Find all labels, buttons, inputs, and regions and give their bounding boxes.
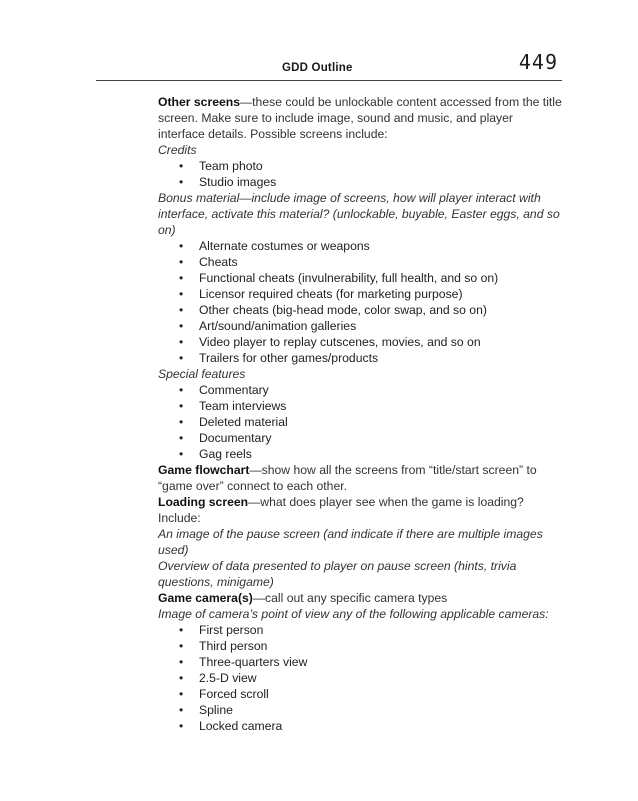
- term-other-screens: Other screens: [158, 95, 240, 109]
- desc-loading-screen: —what does player see when the game is loading? Include:: [158, 495, 524, 525]
- list-item: • Trailers for other games/products: [179, 350, 562, 366]
- sublabel-pause-image: An image of the pause screen (and indicate if there are multiple images used): [158, 527, 543, 557]
- term-loading-screen: Loading screen: [158, 495, 249, 509]
- list-bonus-material: [158, 238, 562, 366]
- header-title: GDD Outline: [282, 62, 353, 74]
- desc-other-screens: —these could be unlockable content accessed from the title screen. Make sure to include image, sound and music, and player interface details. Possible screens include:: [158, 95, 562, 141]
- desc-game-cameras: —call out any specific camera types: [252, 591, 448, 605]
- list-item: • Team photo: [179, 158, 562, 174]
- sublabel-pause-data: Overview of data presented to player on pause screen (hints, trivia questions, minigame): [158, 559, 517, 589]
- page-number: 449: [518, 50, 558, 74]
- list-item: • Alternate costumes or weapons: [179, 238, 562, 254]
- list-item: • Video player to replay cutscenes, movies, and so on: [179, 334, 562, 350]
- body-text: [158, 94, 562, 734]
- running-header: [158, 50, 558, 78]
- desc-game-flowchart: —show how all the screens from “title/start screen” to “game over” connect to each other.: [158, 463, 537, 493]
- section-loading-screen: [158, 494, 562, 590]
- list-camera-types: [158, 622, 562, 734]
- list-item: • Other cheats (big-head mode, color swap, and so on): [179, 302, 562, 318]
- list-item: • 2.5-D view: [179, 670, 562, 686]
- list-item: • Studio images: [179, 174, 562, 190]
- paragraph-game-flowchart: [158, 462, 562, 494]
- section-game-cameras: [158, 590, 562, 734]
- sublabel-credits: Credits: [158, 143, 197, 157]
- list-item: • Third person: [179, 638, 562, 654]
- sublabel-camera-pov: Image of camera’s point of view any of the following applicable cameras:: [158, 607, 549, 621]
- list-credits: [158, 158, 562, 190]
- list-item: • Documentary: [179, 430, 562, 446]
- list-item: • Deleted material: [179, 414, 562, 430]
- list-item: • Three-quarters view: [179, 654, 562, 670]
- list-item: • Locked camera: [179, 718, 562, 734]
- sublabel-special-features: Special features: [158, 367, 246, 381]
- term-game-flowchart: Game flowchart: [158, 463, 250, 477]
- section-game-flowchart: [158, 462, 562, 494]
- sublabel-bonus-material: Bonus material—include image of screens, how will player interact with interface, activate this material? (unlockable, buyable, Easter eggs, and so on): [158, 191, 560, 237]
- paragraph-game-cameras: [158, 590, 562, 606]
- section-other-screens: [158, 94, 562, 462]
- list-item: • Licensor required cheats (for marketing purpose): [179, 286, 562, 302]
- list-item: • First person: [179, 622, 562, 638]
- list-special-features: [158, 382, 562, 462]
- list-item: • Gag reels: [179, 446, 562, 462]
- header-rule: [96, 80, 562, 81]
- list-item: • Team interviews: [179, 398, 562, 414]
- list-item: • Cheats: [179, 254, 562, 270]
- paragraph-other-screens: [158, 94, 562, 142]
- term-game-cameras: Game camera(s): [158, 591, 253, 605]
- list-item: • Art/sound/animation galleries: [179, 318, 562, 334]
- list-item: • Functional cheats (invulnerability, full health, and so on): [179, 270, 562, 286]
- list-item: • Spline: [179, 702, 562, 718]
- paragraph-loading-screen: [158, 494, 562, 526]
- list-item: • Forced scroll: [179, 686, 562, 702]
- list-item: • Commentary: [179, 382, 562, 398]
